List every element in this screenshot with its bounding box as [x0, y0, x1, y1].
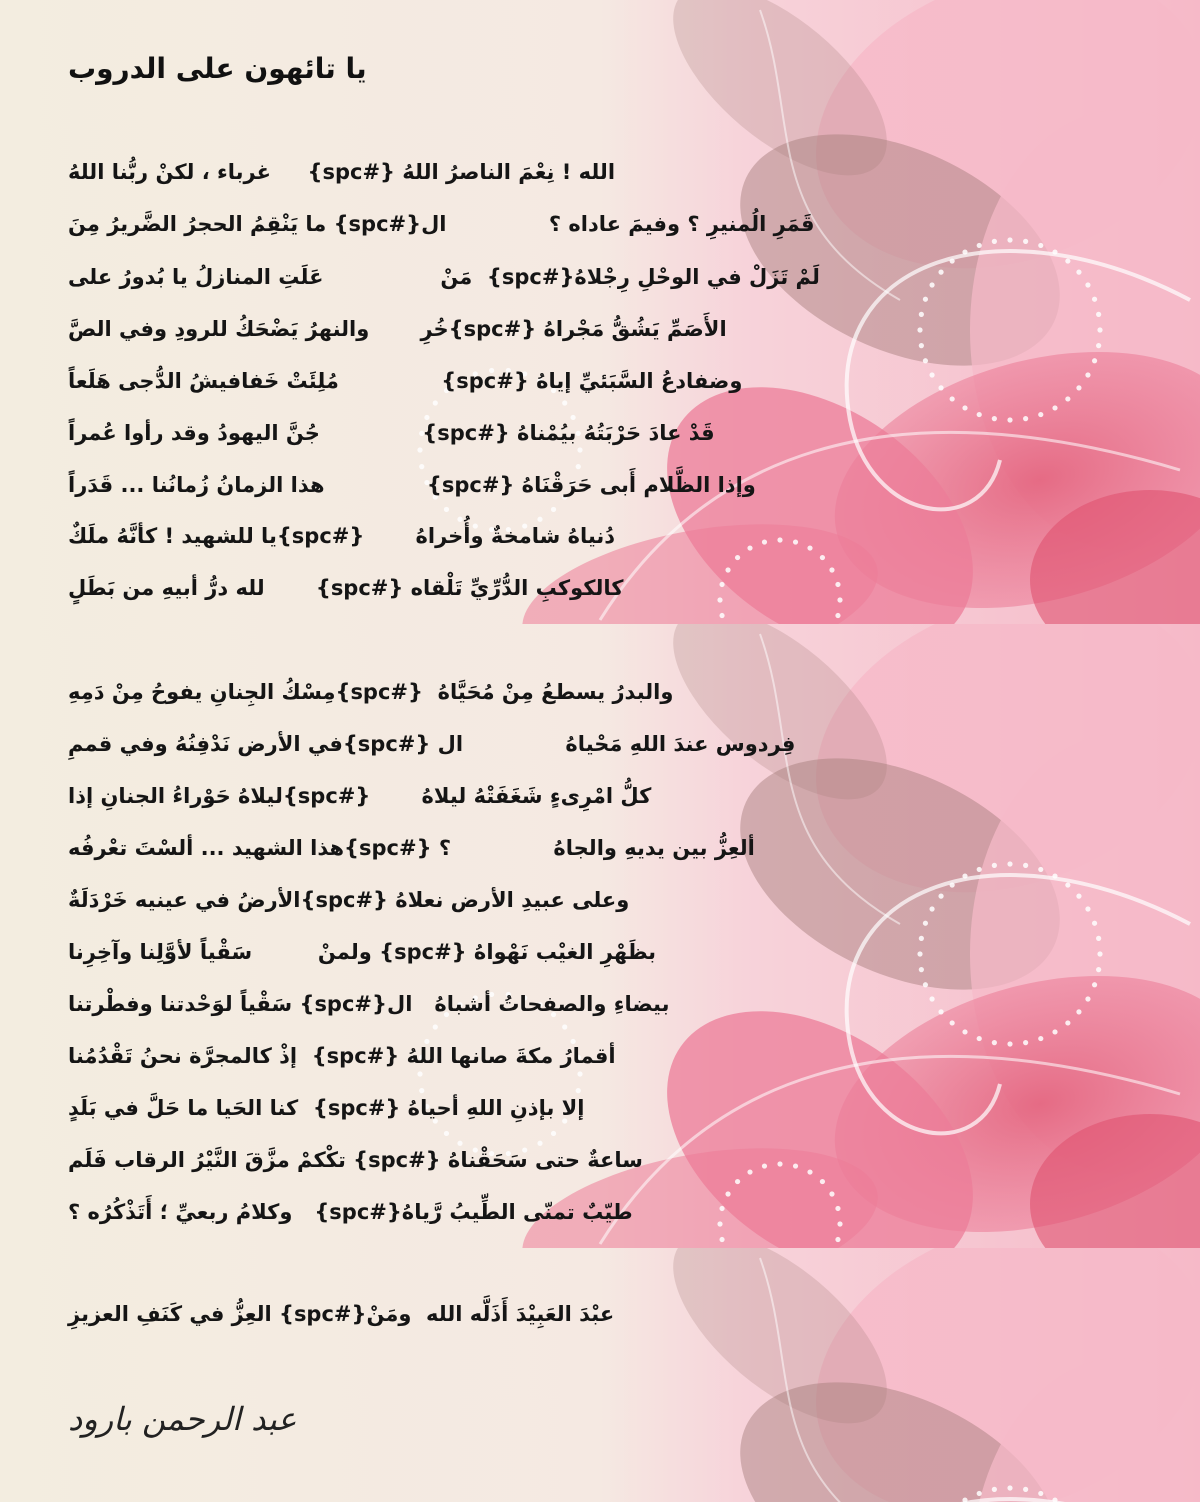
verse-line: الأَصَمِّ يَشُقُّ مَجْراهُ {#spc}خُرِ والنهرُ يَضْحَكُ للرودِ وفي الصَّ [68, 317, 727, 341]
verse-line: قَدْ عادَ حَرْبَتُهُ بيُمْناهُ {#spc} جُنَّ اليهودُ وقد رأوا عُمراً [68, 421, 715, 445]
verse-line: لَمْ تَزَلْ في الوحْلِ رِجْلاهُ{#spc} مَنْ عَلَتِ المنازلُ يا بُدورُ على [68, 265, 820, 289]
verse-line: بظَهْرِ الغيْب نَهْواهُ {#spc} ولمنْ سَقْياً لأوَّلِنا وآخِرِنا [68, 940, 657, 964]
verse-line: بيضاءِ والصفحاتُ أشباهُ ال{#spc} سَقْياً لوَحْدتنا وفطْرتنا [68, 992, 670, 1016]
verse-line: إلا بإذنِ اللهِ أحياهُ {#spc} كنا الحَيا ما حَلَّ في بَلَدٍ [68, 1096, 585, 1120]
verse-line: وإذا الظَّلام أَبى حَرَقْنَاهُ {#spc} هذا الزمانُ زُمانُنا ... قَدَراً [68, 473, 756, 497]
verse-line: عبْدَ العَبِيْدَ أَذَلَّه الله ومَنْ{#spc} العِزُّ في كَنَفِ العزيزِ [68, 1302, 615, 1326]
verse-line: أقمارُ مكةَ صانها اللهُ {#spc} إذْ كالمجرَّة نحنُ تَقْدُمُنا [68, 1044, 616, 1068]
verse-line: وعلى عبيدِ الأرض نعلاهُ {#spc}الأرضُ في عينيه خَرْدَلَةٌ [68, 888, 630, 912]
verse-line: دُنياهُ شامخةٌ وأُخراهُ {#spc}يا للشهيد ! كأنَّهُ ملَكٌ [68, 524, 616, 548]
verse-line: ألعِزُّ بين يديهِ والجاهُ ؟ {#spc}هذا الشهيد ... ألسْتَ تعْرفُه [68, 836, 755, 860]
verse-line: وضفادعُ السَّبَئيِّ إياهُ {#spc} مُلِئَتْ خَفافيشُ الدُّجى هَلَعاً [68, 369, 743, 393]
verse-line: الله ! نِعْمَ الناصرُ اللهُ {#spc} غرباء ، لكنْ ربُّنا اللهُ [68, 160, 616, 184]
verse-line: قَمَرِ الُمنيرِ ؟ وفيمَ عاداه ؟ ال{#spc} ما يَنْقِمُ الحجرُ الضَّريرُ مِنَ [68, 212, 815, 236]
verse-line: كالكوكبِ الدُّرِّيِّ تَلْقاه {#spc} لله درُّ أبيهِ من بَطَلٍ [68, 576, 624, 600]
verse-line: كلُّ امْرِىءٍ شَغَفَتْهُ ليلاهُ {#spc}ليلاهُ حَوْراءُ الجنانِ إذا [68, 784, 652, 808]
verse-line: ساعةٌ حتى سَحَقْناهُ {#spc} تكْكمْ مزَّقَ النَّيْرُ الرقاب فَلَم [68, 1148, 643, 1172]
author-signature: عبد الرحمن بارود [68, 1400, 297, 1438]
verse-line: فِردوس عندَ اللهِ مَحْياهُ ال {#spc}في الأرض نَدْفِنُهُ وفي قممِ [68, 732, 796, 756]
verse-line: والبدرُ يسطعُ مِنْ مُحَيَّاهُ {#spc}مِسْكُ الجِنانِ يفوحُ مِنْ دَمِهِ [68, 680, 674, 704]
poem-title: يا تائهون على الدروب [68, 52, 367, 85]
verse-line: طيّبٌ تمنّى الطِّيبُ رَّياهُ{#spc} وكلامُ ربعيِّ ؛ أَتَذْكُرُه ؟ [68, 1200, 633, 1224]
